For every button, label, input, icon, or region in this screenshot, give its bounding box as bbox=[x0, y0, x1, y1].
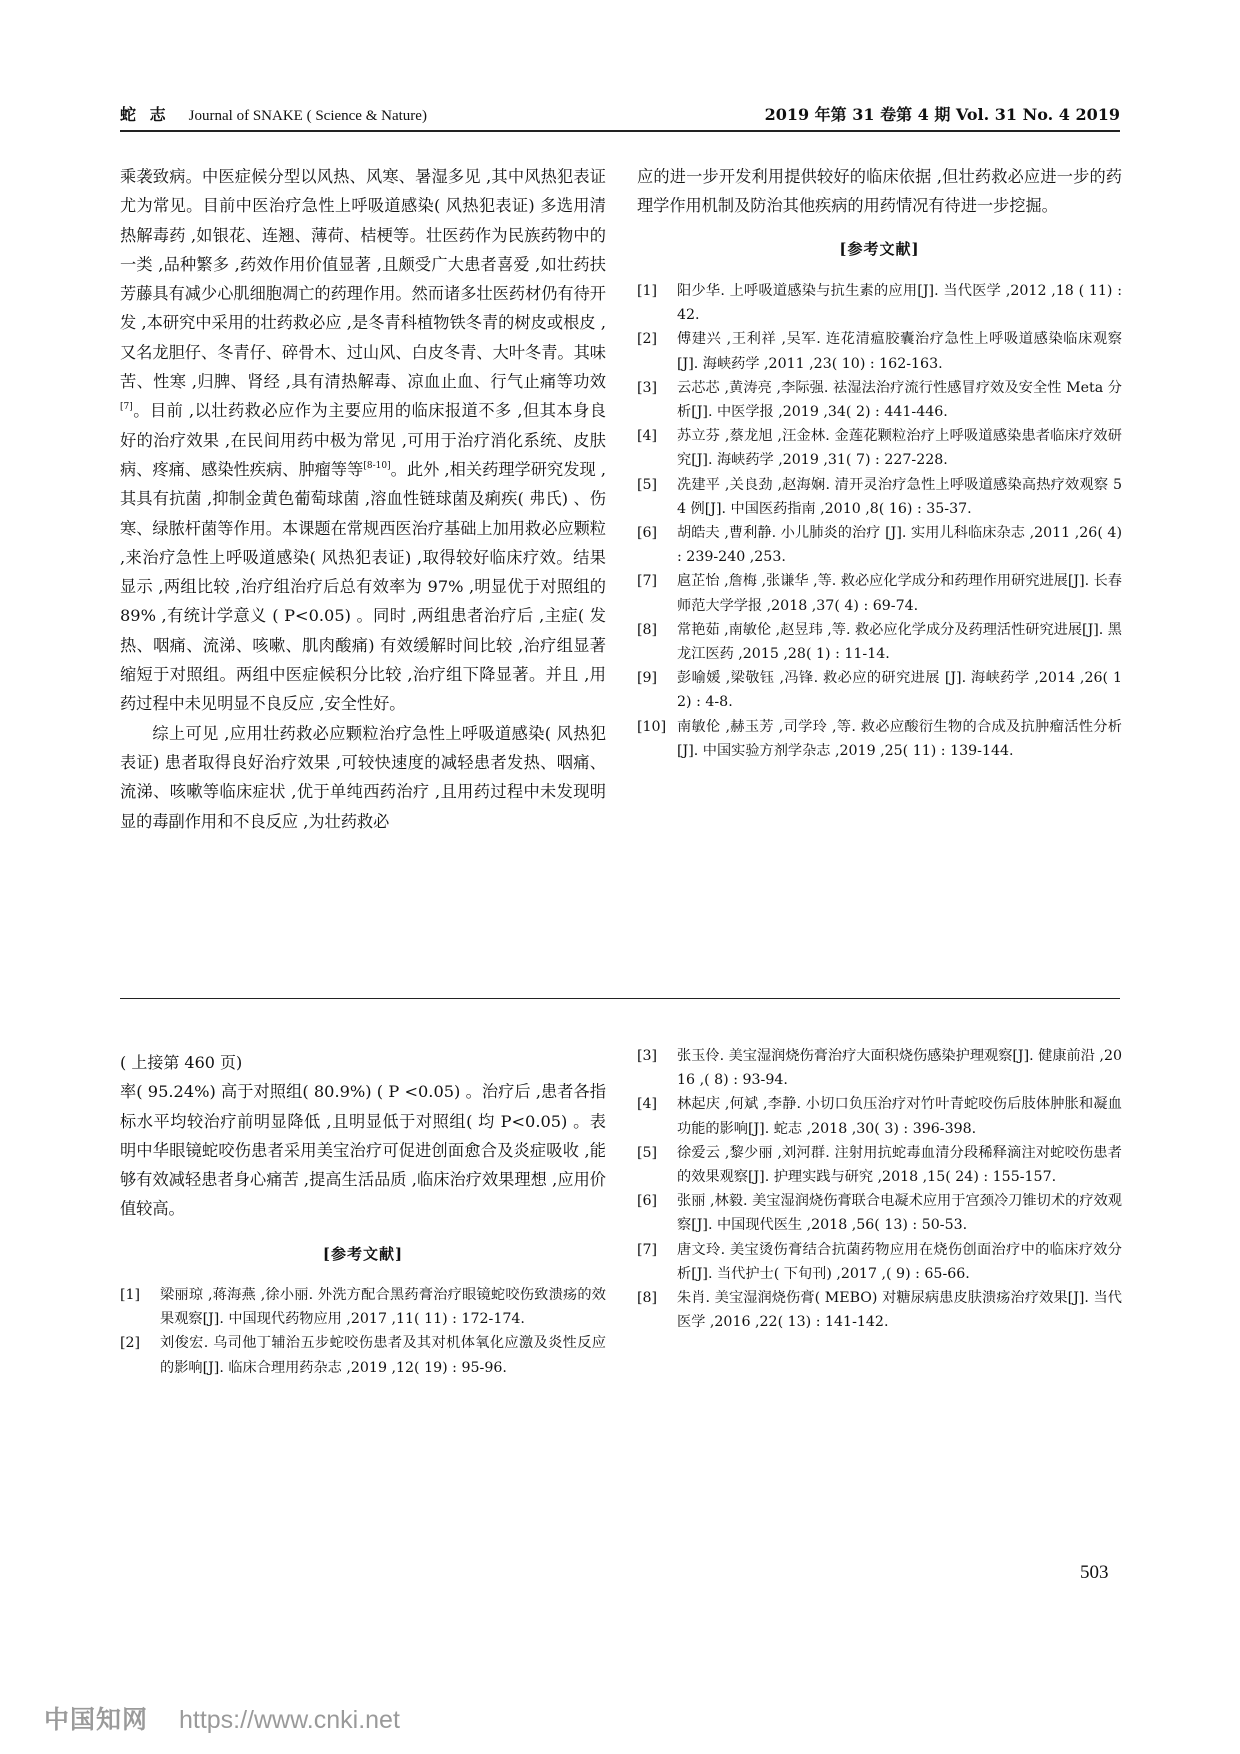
reference-item: [8] 常艳茹 ,南敏伦 ,赵昱玮 ,等. 救必应化学成分及药理活性研究进展[J]. 黑龙江医药 ,2015 ,28( 1) : 11-14. bbox=[637, 621, 1122, 662]
bottom-paragraph: 率( 95.24%) 高于对照组( 80.9%) ( P <0.05) 。治疗后 ,患者各指标水平均较治疗前明显降低 ,且明显低于对照组( 均 P<0.05) 。表明中华眼镜蛇咬伤患者采用美宝治疗可促进创面愈合及炎症吸收 ,能够有效减轻患者身心痛苦 ,提高生活品质 ,临床治疗效果理想 ,应用价值较高。 bbox=[120, 1082, 606, 1219]
reference-item: [7] 扈芷怡 ,詹梅 ,张谦华 ,等. 救必应化学成分和药理作用研究进展[J]. 长春师范大学学报 ,2018 ,37( 4) : 69-74. bbox=[637, 573, 1122, 614]
reference-item: [10] 南敏伦 ,赫玉芳 ,司学玲 ,等. 救必应酸衍生物的合成及抗肿瘤活性分析[J]. 中国实验方剂学杂志 ,2019 ,25( 11) : 139-144. bbox=[637, 718, 1122, 759]
bottom-left-column bbox=[120, 1048, 606, 1380]
reference-item: [2] 刘俊宏. 乌司他丁辅治五步蛇咬伤患者及其对机体氧化应激及炎性反应的影响[J]. 临床合理用药杂志 ,2019 ,12( 19) : 95-96. bbox=[120, 1335, 606, 1376]
reference-item: [8] 朱肖. 美宝湿润烧伤膏( MEBO) 对糖尿病患皮肤溃疡治疗效果[J]. 当代医学 ,2016 ,22( 13) : 141-142. bbox=[637, 1290, 1122, 1331]
reference-item: [4] 苏立芬 ,蔡龙旭 ,汪金林. 金莲花颗粒治疗上呼吸道感染患者临床疗效研究[J]. 海峡药学 ,2019 ,31( 7) : 227-228. bbox=[637, 428, 1122, 469]
reference-item: [6] 胡皓夫 ,曹利静. 小儿肺炎的治疗 [J]. 实用儿科临床杂志 ,2011 ,26( 4) : 239-240 ,253. bbox=[637, 524, 1122, 566]
reference-item: [1] 阳少华. 上呼吸道感染与抗生素的应用[J]. 当代医学 ,2012 ,18 ( 11) : 42. bbox=[637, 282, 1122, 324]
running-header bbox=[120, 100, 1120, 132]
top-left-column bbox=[120, 162, 606, 836]
reference-item: [5] 徐爱云 ,黎少丽 ,刘河群. 注射用抗蛇毒血清分段稀释滴注对蛇咬伤患者的效果观察[J]. 护理实践与研究 ,2018 ,15( 24) : 155-157. bbox=[637, 1144, 1122, 1186]
journal-name-cn: 蛇 志 bbox=[120, 105, 170, 124]
journal-name-en: Journal of SNAKE ( Science & Nature) bbox=[188, 108, 427, 124]
reference-item: [3] 云芯芯 ,黄涛亮 ,李际强. 祛湿法治疗流行性感冒疗效及安全性 Meta 分析[J]. 中医学报 ,2019 ,34( 2) : 441-446. bbox=[637, 379, 1122, 420]
reference-list bbox=[637, 279, 1122, 763]
bottom-right-column bbox=[637, 1044, 1122, 1334]
references-heading: [参考文献] bbox=[839, 239, 920, 258]
references-heading: [参考文献] bbox=[322, 1244, 404, 1263]
body-paragraph-2: 综上可见 ,应用壮药救必应颗粒治疗急性上呼吸道感染( 风热犯表证) 患者取得良好治疗效果 ,可较快速度的减轻患者发热、咽痛、流涕、咳嗽等临床症状 ,优于单纯西药治疗 ,且用药过程中未发现明显的毒副作用和不良反应 ,为壮药救必 bbox=[120, 723, 606, 831]
reference-item: [4] 林起庆 ,何斌 ,李静. 小切口负压治疗对竹叶青蛇咬伤后肢体肿胀和凝血功能的影响[J]. 蛇志 ,2018 ,30( 3) : 396-398. bbox=[637, 1096, 1122, 1137]
issue-info: 2019 年第 31 卷第 4 期 Vol. 31 No. 4 2019 bbox=[764, 105, 1120, 124]
reference-item: [3] 张玉伶. 美宝湿润烧伤膏治疗大面积烧伤感染护理观察[J]. 健康前沿 ,2016 ,( 8) : 93-94. bbox=[637, 1048, 1122, 1089]
journal-title bbox=[120, 102, 427, 125]
citation-8-10: [8-10] bbox=[363, 460, 391, 471]
reference-item: [7] 唐文玲. 美宝烫伤膏结合抗菌药物应用在烧伤创面治疗中的临床疗效分析[J]. 当代护士( 下旬刊) ,2017 ,( 9) : 65-66. bbox=[637, 1241, 1122, 1282]
reference-item: [9] 彭喻媛 ,梁敬钰 ,冯锋. 救必应的研究进展 [J]. 海峡药学 ,2014 ,26( 12) : 4-8. bbox=[637, 670, 1122, 711]
reference-item: [2] 傅建兴 ,王利祥 ,吴军. 连花清瘟胶囊治疗急性上呼吸道感染临床观察[J]. 海峡药学 ,2011 ,23( 10) : 162-163. bbox=[637, 331, 1122, 372]
article-divider bbox=[120, 998, 1120, 999]
reference-item: [6] 张丽 ,林毅. 美宝湿润烧伤膏联合电凝术应用于宫颈冷刀锥切术的疗效观察[J]. 中国现代医生 ,2018 ,56( 13) : 50-53. bbox=[637, 1193, 1122, 1234]
body-paragraph-2-cont: 应的进一步开发利用提供较好的临床依据 ,但壮药救必应进一步的药理学作用机制及防治其他疾病的用药情况有待进一步挖掘。 bbox=[637, 167, 1122, 216]
reference-item: [1] 梁丽琼 ,蒋海燕 ,徐小丽. 外洗方配合黑药膏治疗眼镜蛇咬伤致溃疡的效果观察[J]. 中国现代药物应用 ,2017 ,11( 11) : 172-174. bbox=[120, 1287, 606, 1328]
continued-from-note: ( 上接第 460 页) bbox=[120, 1053, 243, 1072]
body-paragraph-1: 乘袭致病。中医症候分型以风热、风寒、暑湿多见 ,其中风热犯表证尤为常见。目前中医治疗急性上呼吸道感染( 风热犯表证) 多选用清热解毒药 ,如银花、连翘、薄荷、桔梗等。壮医药作为民族药物中的一类 ,品种繁多 ,药效作用价值显著 ,且颇受广大患者喜爱 ,如壮药扶芳藤具有减少心肌细胞凋亡的药理作用。然而诸多壮医药材仍有待开发 ,本研究中采用的壮药救必应 ,是冬青科植物铁冬青的树皮或根皮 ,又名龙胆仔、冬青仔、碎骨木、过山风、白皮冬青、大叶冬青。其味苦、性寒 ,归脾、肾经 ,具有清热解毒、凉血止血、行气止痛等功效[7]。目前 ,以壮药救必应作为主要应用的临床报道不多 ,但其本身良好的治疗效果 ,在民间用药中极为常见 ,可用于治疗消化系统、皮肤病、疼痛、感染性疾病、肿瘤等等[8-10]。此外 ,相关药理学研究发现 ,其具有抗菌 ,抑制金黄色葡萄球菌 ,溶血性链球菌及痢疾( 弗氏) 、伤寒、绿脓杆菌等作用。本课题在常规西医治疗基础上加用救必应颗粒 ,来治疗急性上呼吸道感染( 风热犯表证) ,取得较好临床疗效。结果显示 ,两组比较 ,治疗组治疗后总有效率为 97% ,明显优于对照组的 89% ,有统计学意义 ( P<0.05) 。同时 ,两组患者治疗后 ,主症( 发热、咽痛、流涕、咳嗽、肌肉酸痛) 有效缓解时间比较 ,治疗组显著缩短于对照组。两组中医症候积分比较 ,治疗组下降显著。并且 ,用药过程中未见明显不良反应 ,安全性好。 bbox=[120, 167, 606, 714]
cnki-watermark bbox=[44, 1700, 400, 1736]
top-right-column bbox=[637, 162, 1122, 763]
page-number: 503 bbox=[1080, 1562, 1109, 1583]
reference-item: [5] 冼建平 ,关良劲 ,赵海娴. 清开灵治疗急性上呼吸道感染高热疗效观察 54 例[J]. 中国医药指南 ,2010 ,8( 16) : 35-37. bbox=[637, 476, 1122, 517]
reference-list bbox=[120, 1283, 606, 1380]
cnki-logo-text: 中国知网 bbox=[44, 1706, 149, 1734]
cnki-url: https://www.cnki.net bbox=[178, 1706, 400, 1734]
citation-7: [7] bbox=[120, 402, 133, 413]
